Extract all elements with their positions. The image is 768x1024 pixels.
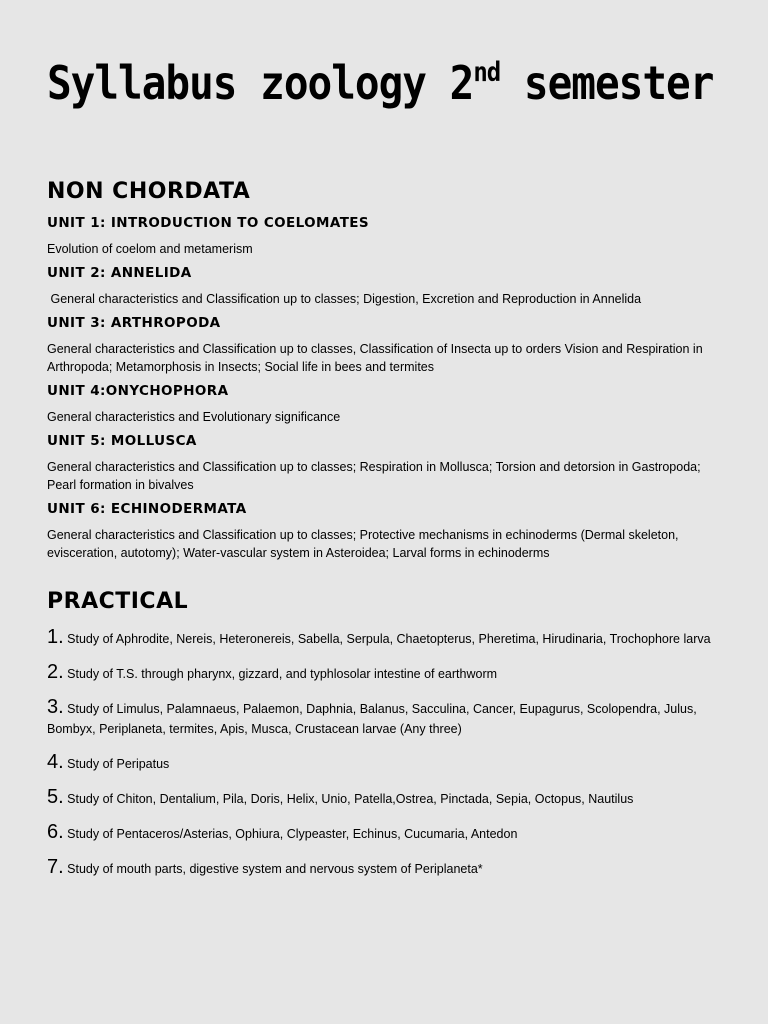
list-item (47, 752, 737, 774)
item-text: Study of Pentaceros/Asterias, Ophiura, Clypeaster, Echinus, Cucumaria, Antedon (63, 827, 518, 841)
unit-heading: UNIT 6: ECHINODERMATA (47, 501, 247, 517)
item-number: 6. (47, 821, 64, 843)
practical-list (47, 627, 737, 892)
item-number: 2. (47, 661, 64, 683)
title-superscript: nd (473, 56, 501, 88)
item-text: Study of mouth parts, digestive system and nervous system of Periplaneta* (63, 862, 483, 876)
list-item (47, 627, 737, 649)
unit-heading: UNIT 2: ANNELIDA (47, 265, 192, 281)
unit-heading: UNIT 1: INTRODUCTION TO COELOMATES (47, 215, 370, 231)
list-item (47, 857, 737, 879)
item-text: Study of Chiton, Dentalium, Pila, Doris, Helix, Unio, Patella,Ostrea, Pinctada, Sepia, Octopus, Nautilus (63, 792, 634, 806)
item-number: 4. (47, 751, 64, 773)
item-text: Study of Peripatus (63, 757, 170, 771)
unit-description: General characteristics and Classification up to classes; Respiration in Mollusca; Torsion and detorsion in Gastropoda; Pearl formation in bivalves (47, 460, 701, 492)
item-text: Study of Aphrodite, Nereis, Heteronereis, Sabella, Serpula, Chaetopterus, Pheretima, Hirudinaria, Trochophore larva (63, 632, 711, 646)
list-item (47, 697, 737, 739)
title-tail: semester (500, 56, 714, 110)
unit-heading: UNIT 3: ARTHROPODA (47, 315, 221, 331)
list-item (47, 662, 737, 684)
list-item (47, 822, 737, 844)
list-item (47, 787, 737, 809)
unit-description: General characteristics and Classification up to classes; Protective mechanisms in echinoderms (Dermal skeleton, evisceration, autotomy); Water-vascular system in Asteroidea; Larval forms in echinoderms (47, 528, 679, 560)
item-text: Study of Limulus, Palamnaeus, Palaemon, Daphnia, Balanus, Sacculina, Cancer, Eupagurus, Scolopendra, Julus, Bombyx, Periplaneta, termites, Apis, Musca, Crustacean larvae (Any three) (47, 702, 697, 736)
unit-description: General characteristics and Evolutionary significance (47, 410, 341, 424)
unit-description: General characteristics and Classification up to classes, Classification of Insecta up to orders Vision and Respiration in Arthropoda; Metamorphosis in Insects; Social life in bees and termites (47, 342, 703, 374)
unit-description: Evolution of coelom and metamerism (47, 242, 253, 256)
unit-description: General characteristics and Classification up to classes; Digestion, Excretion and Reproduction in Annelida (47, 292, 642, 306)
page-title (47, 54, 713, 112)
non-chordata-heading: NON CHORDATA (47, 179, 251, 204)
practical-heading: PRACTICAL (47, 589, 189, 614)
item-number: 3. (47, 696, 64, 718)
title-main: Syllabus zoology 2 (47, 56, 474, 110)
units-list (47, 213, 732, 567)
item-number: 7. (47, 856, 64, 878)
item-number: 5. (47, 786, 64, 808)
unit-heading: UNIT 4:ONYCHOPHORA (47, 383, 229, 399)
item-number: 1. (47, 626, 64, 648)
item-text: Study of T.S. through pharynx, gizzard, and typhlosolar intestine of earthworm (63, 667, 498, 681)
unit-heading: UNIT 5: MOLLUSCA (47, 433, 197, 449)
